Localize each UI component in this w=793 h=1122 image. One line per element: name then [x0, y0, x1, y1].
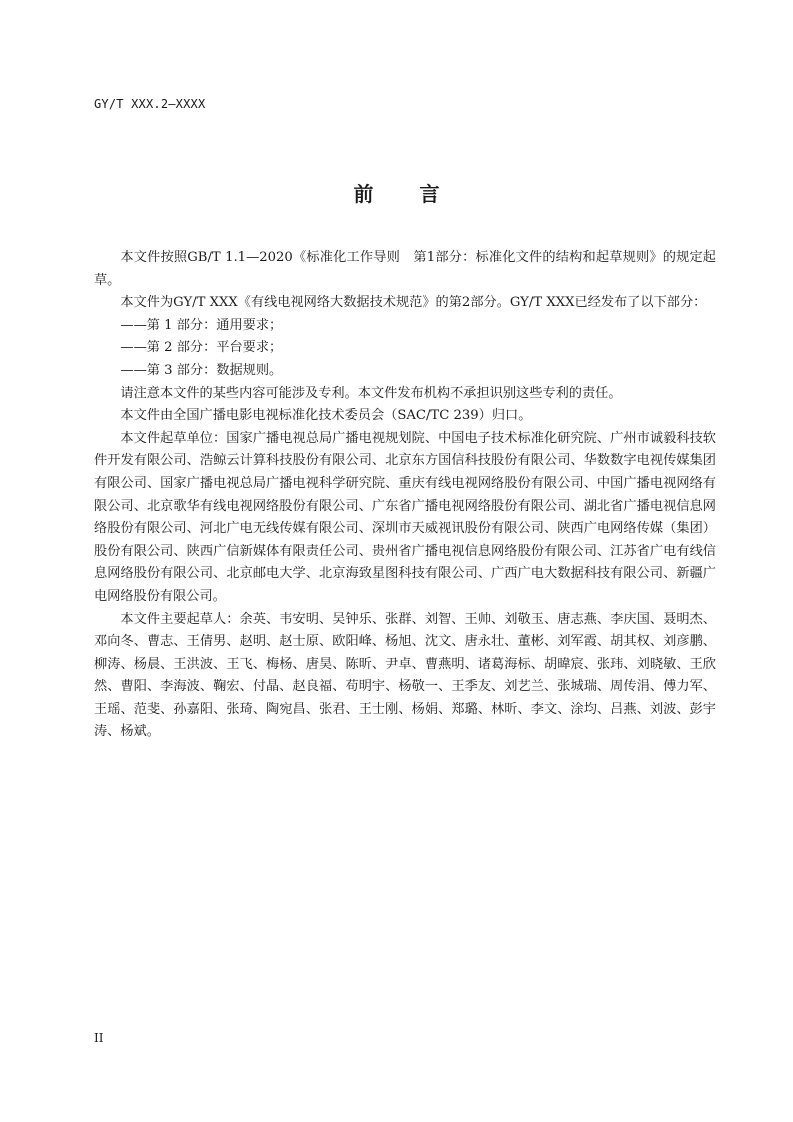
- foreword-body: [94, 247, 716, 744]
- page-title: 前言: [353, 182, 486, 206]
- page-number: II: [94, 1031, 104, 1045]
- document-code: GY/T XXX.2—XXXX: [94, 97, 206, 111]
- drafters-paragraph: 本文件主要起草人：余英、韦安明、吴钟乐、张群、刘智、王帅、刘敬玉、唐志燕、李庆国、聂明杰、邓向冬、曹志、王倩男、赵明、赵士原、欧阳峰、杨旭、沈文、唐永壮、董彬、刘军霞、胡其权、刘彦鹏、柳涛、杨晨、王洪波、王飞、梅杨、唐昊、陈昕、尹卓、曹燕明、诸葛海标、胡暐宸、张玮、刘晓敏、王欣然、曹阳、李海波、鞠宏、付晶、赵良福、苟明宇、杨敬一、王季友、刘艺兰、张城瑞、周传涓、傅力军、王瑶、范斐、孙嘉阳、张琦、陶宛昌、张君、王士刚、杨娟、郑璐、林昕、李文、涂均、吕燕、刘波、彭宇涛、杨斌。: [94, 611, 716, 740]
- part-list-item: ——第 2 部分：平台要求；: [120, 340, 283, 356]
- patent-notice-paragraph: 请注意本文件的某些内容可能涉及专利。本文件发布机构不承担识别这些专利的责任。: [120, 385, 622, 401]
- parts-intro-paragraph: 本文件为GY/T XXX《有线电视网络大数据技术规范》的第2部分。GY/T XXX已经发布了以下部分：: [120, 295, 707, 311]
- part-list-item: ——第 1 部分：通用要求；: [120, 317, 283, 333]
- part-list-item: ——第 3 部分：数据规则。: [120, 362, 283, 378]
- drafting-units-paragraph: 本文件起草单位：国家广播电视总局广播电视规划院、中国电子技术标准化研究院、广州市诚毅科技软件开发有限公司、浩鲸云计算科技股份有限公司、北京东方国信科技股份有限公司、华数数字电视传媒集团有限公司、国家广播电视总局广播电视科学研究院、重庆有线电视网络股份有限公司、中国广播电视网络有限公司、北京歌华有线电视网络股份有限公司、广东省广播电视网络股份有限公司、湖北省广播电视信息网络股份有限公司、河北广电无线传媒有限公司、深圳市天威视讯股份有限公司、陕西广电网络传媒（集团）股份有限公司、陕西广信新媒体有限责任公司、贵州省广播电视信息网络股份有限公司、江苏省广电有线信息网络股份有限公司、北京邮电大学、北京海致星图科技有限公司、广西广电大数据科技有限公司、新疆广电网络股份有限公司。: [94, 430, 716, 604]
- drafting-rule-paragraph: 本文件按照GB/T 1.1—2020《标准化工作导则 第1部分：标准化文件的结构和起草规则》的规定起草。: [94, 250, 716, 288]
- committee-paragraph: 本文件由全国广播电影电视标准化技术委员会（SAC/TC 239）归口。: [120, 408, 532, 424]
